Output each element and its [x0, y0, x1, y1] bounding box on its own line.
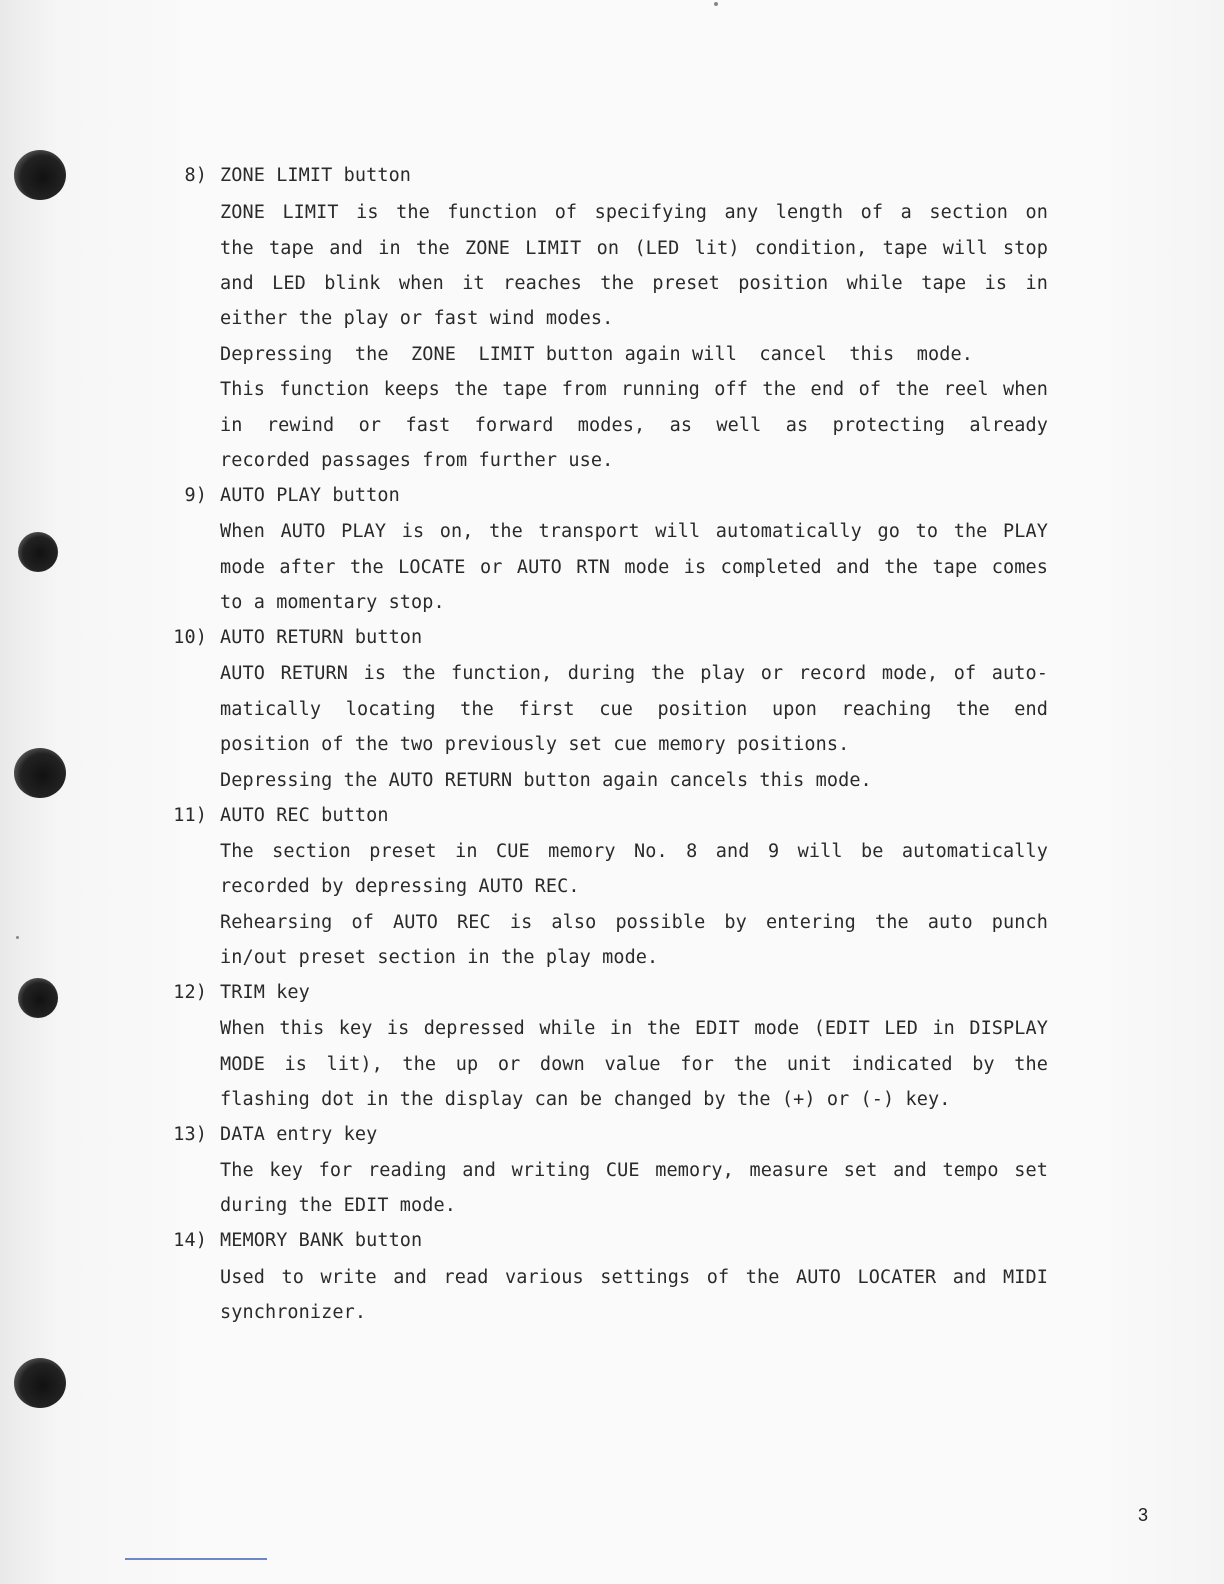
body-text-line: mode after the LOCATE or AUTO RTN mode is completed and the tape comes — [220, 557, 1048, 578]
body-text-line: The key for reading and writing CUE memory, measure set and tempo set — [220, 1160, 1048, 1181]
section-number: 11) — [173, 805, 207, 826]
section-number: 13) — [173, 1124, 207, 1145]
section-number: 14) — [173, 1230, 207, 1251]
section-title: ZONE LIMIT button — [220, 165, 412, 186]
body-text-line: ZONE LIMIT is the function of specifying any length of a section on — [220, 202, 1048, 223]
paper-speck — [714, 2, 718, 6]
binder-hole — [14, 1358, 66, 1408]
body-text-line: matically locating the first cue position upon reaching the end — [220, 699, 1048, 720]
binder-hole — [14, 150, 66, 200]
section-title: DATA entry key — [220, 1124, 378, 1145]
body-text-line: flashing dot in the display can be changed by the (+) or (-) key. — [220, 1089, 951, 1110]
section-title: AUTO REC button — [220, 805, 389, 826]
footer-rule — [125, 1558, 267, 1560]
body-text-line: either the play or fast wind modes. — [220, 308, 614, 329]
body-text-line: AUTO RETURN is the function, during the play or record mode, of auto- — [220, 663, 1048, 684]
body-text-line: MODE is lit), the up or down value for the unit indicated by the — [220, 1054, 1048, 1075]
body-text-line: during the EDIT mode. — [220, 1195, 456, 1216]
paper-speck — [16, 936, 19, 939]
body-text-line: Rehearsing of AUTO REC is also possible by entering the auto punch — [220, 912, 1048, 933]
body-text-line: The section preset in CUE memory No. 8 and 9 will be automatically — [220, 841, 1048, 862]
body-text-line: synchronizer. — [220, 1302, 367, 1323]
body-text-line: to a momentary stop. — [220, 592, 445, 613]
body-text-line: Depressing the ZONE LIMIT button again will cancel this mode. — [220, 344, 973, 365]
body-text-line: Used to write and read various settings of the AUTO LOCATER and MIDI — [220, 1267, 1048, 1288]
section-number: 9) — [184, 485, 207, 506]
section-title: TRIM key — [220, 982, 310, 1003]
section-title: AUTO PLAY button — [220, 485, 400, 506]
binder-hole — [18, 978, 58, 1018]
body-text-line: When this key is depressed while in the EDIT mode (EDIT LED in DISPLAY — [220, 1018, 1048, 1039]
body-text-line: in/out preset section in the play mode. — [220, 947, 659, 968]
section-number: 8) — [184, 165, 207, 186]
body-text-line: This function keeps the tape from running off the end of the reel when — [220, 379, 1048, 400]
body-text-line: position of the two previously set cue memory positions. — [220, 734, 850, 755]
body-text-line: the tape and in the ZONE LIMIT on (LED lit) condition, tape will stop — [220, 238, 1048, 259]
section-title: AUTO RETURN button — [220, 627, 423, 648]
body-text-line: recorded by depressing AUTO REC. — [220, 876, 580, 897]
body-text-line: Depressing the AUTO RETURN button again cancels this mode. — [220, 770, 872, 791]
body-text-line: recorded passages from further use. — [220, 450, 614, 471]
body-text-line: When AUTO PLAY is on, the transport will automatically go to the PLAY — [220, 521, 1048, 542]
page-number: 3 — [1138, 1505, 1149, 1525]
section-number: 10) — [173, 627, 207, 648]
section-number: 12) — [173, 982, 207, 1003]
section-title: MEMORY BANK button — [220, 1230, 423, 1251]
binder-hole — [14, 748, 66, 798]
body-text-line: in rewind or fast forward modes, as well as protecting already — [220, 415, 1048, 436]
binder-hole — [18, 532, 58, 572]
body-text-line: and LED blink when it reaches the preset position while tape is in — [220, 273, 1048, 294]
